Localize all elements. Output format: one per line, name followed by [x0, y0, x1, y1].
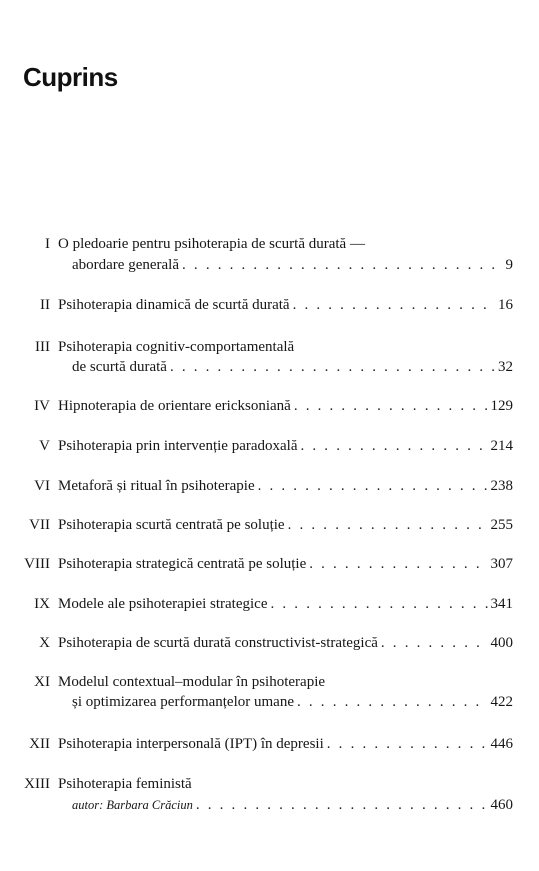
chapter-number: III	[35, 339, 50, 355]
chapter-title-line: Psihoterapia strategică centrată pe soluție	[58, 556, 307, 572]
chapter-number: VIII	[24, 556, 50, 572]
chapter-number: V	[39, 438, 50, 454]
dot-leader	[381, 632, 488, 654]
toc-leader-row	[72, 356, 513, 378]
page-number: 129	[490, 398, 513, 414]
dot-leader	[196, 794, 488, 816]
chapter-number: XI	[34, 674, 50, 690]
page-number: 422	[490, 694, 513, 710]
chapter-title-line: și optimizarea performanțelor umane	[72, 694, 294, 710]
chapter-number: IX	[34, 596, 50, 612]
toc-leader-row	[72, 691, 513, 713]
page-number: 214	[490, 438, 513, 454]
chapter-title-line: Modele ale psihoterapiei strategice	[58, 596, 268, 612]
toc-leader-row	[72, 794, 513, 816]
dot-leader	[288, 514, 488, 536]
dot-leader	[294, 395, 488, 417]
toc-leader-row	[58, 514, 513, 536]
chapter-title-line: Psihoterapia interpersonală (IPT) în depresii	[58, 736, 324, 752]
toc-leader-row	[58, 294, 513, 316]
page-number: 341	[490, 596, 513, 612]
page-number: 460	[490, 797, 513, 813]
chapter-title-line: Psihoterapia prin intervenție paradoxală	[58, 438, 298, 454]
dot-leader	[170, 356, 495, 378]
chapter-number: XII	[29, 736, 50, 752]
page-number: 446	[490, 736, 513, 752]
chapter-title-line: Hipnoterapia de orientare ericksoniană	[58, 398, 291, 414]
chapter-number: X	[39, 635, 50, 651]
toc-leader-row	[58, 632, 513, 654]
toc-leader-row	[58, 475, 513, 497]
chapter-author: autor: Barbara Crăciun	[72, 798, 193, 812]
chapter-title-line: Psihoterapia cognitiv-comportamentală	[58, 339, 295, 355]
dot-leader	[182, 254, 502, 276]
page-number: 307	[490, 556, 513, 572]
chapter-number: VII	[29, 517, 50, 533]
toc-leader-row	[58, 395, 513, 417]
chapter-number: XIII	[24, 776, 50, 792]
chapter-title-line: Psihoterapia de scurtă durată constructivist-strategică	[58, 635, 378, 651]
chapter-title-line: Psihoterapia scurtă centrată pe soluție	[58, 517, 285, 533]
chapter-number: II	[40, 297, 50, 313]
chapter-title-line: O pledoarie pentru psihoterapia de scurtă durată —	[58, 236, 365, 252]
chapter-title-line: Psihoterapia feministă	[58, 776, 192, 792]
chapter-title-line: Metaforă și ritual în psihoterapie	[58, 478, 255, 494]
toc-leader-row	[58, 553, 513, 575]
chapter-number: IV	[34, 398, 50, 414]
page-number: 9	[505, 257, 513, 273]
chapter-number: I	[45, 236, 50, 252]
dot-leader	[309, 553, 487, 575]
chapter-title-line: Psihoterapia dinamică de scurtă durată	[58, 297, 290, 313]
chapter-title-line: de scurtă durată	[72, 359, 167, 375]
toc-leader-row	[58, 593, 513, 615]
page-title: Cuprins	[23, 62, 118, 92]
dot-leader	[301, 435, 488, 457]
toc-leader-row	[58, 435, 513, 457]
dot-leader	[271, 593, 488, 615]
page-number: 400	[490, 635, 513, 651]
dot-leader	[297, 691, 488, 713]
chapter-title-line: Modelul contextual–modular în psihoterapie	[58, 674, 326, 690]
page-number: 238	[490, 478, 513, 494]
toc-leader-row	[72, 254, 513, 276]
dot-leader	[258, 475, 488, 497]
page-number: 255	[490, 517, 513, 533]
toc-leader-row	[58, 733, 513, 755]
dot-leader	[293, 294, 495, 316]
page-number: 32	[498, 359, 513, 375]
chapter-number: VI	[34, 478, 50, 494]
dot-leader	[327, 733, 488, 755]
page-number: 16	[498, 297, 513, 313]
chapter-title-line: abordare generală	[72, 257, 180, 273]
